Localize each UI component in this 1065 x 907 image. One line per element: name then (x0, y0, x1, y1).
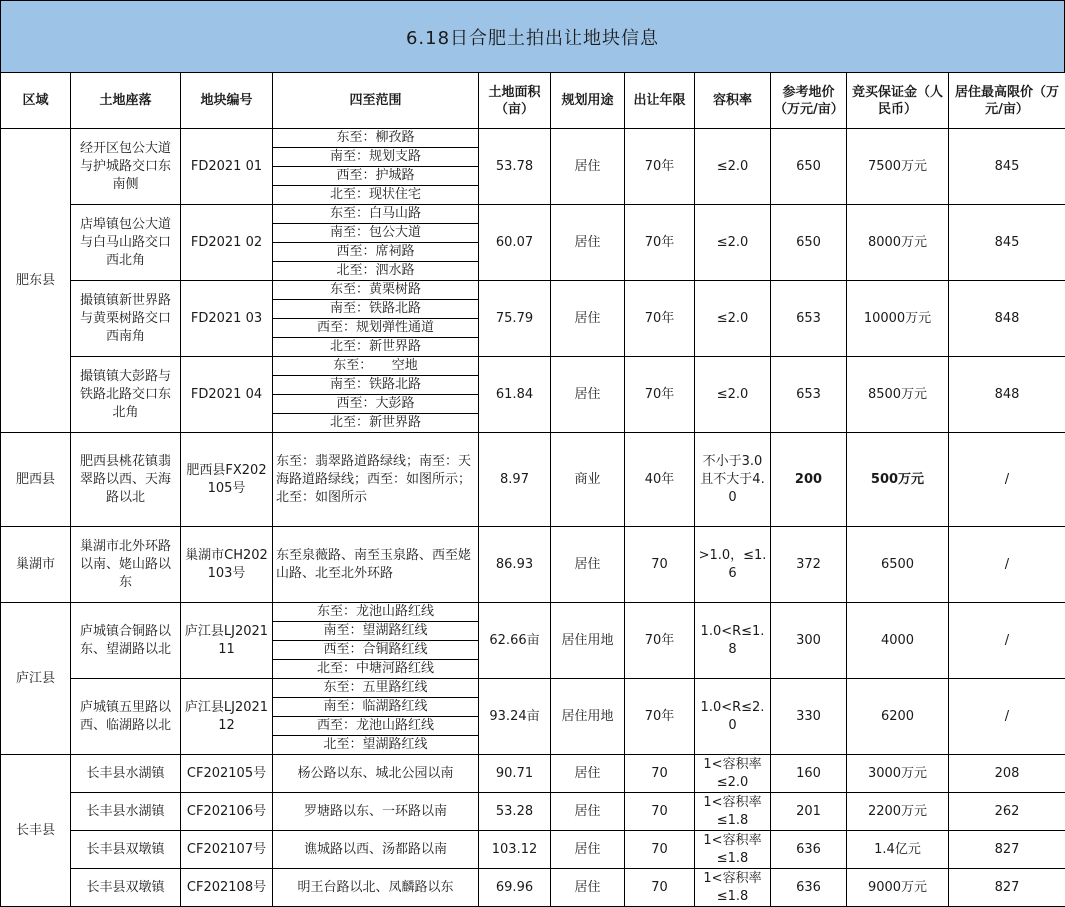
region-cell: 肥西县 (1, 433, 71, 527)
deposit-cell: 4000 (847, 603, 949, 679)
bound-south: 南至：临湖路红线 (273, 698, 478, 717)
deposit-cell: 8000万元 (847, 205, 949, 281)
use-cell: 商业 (551, 433, 625, 527)
bounds-cell: 杨公路以东、城北公园以南 (273, 755, 479, 793)
max-price-cell: / (949, 527, 1065, 603)
use-cell: 居住 (551, 527, 625, 603)
table-row (1, 527, 1065, 603)
plot-no-cell: CF202106号 (181, 793, 273, 831)
far-cell: ≤2.0 (695, 129, 771, 205)
max-price-cell: 827 (949, 831, 1065, 869)
bound-east: 东至： 空地 (273, 357, 478, 376)
bounds-cell (273, 679, 479, 755)
bound-east: 东至：白马山路 (273, 205, 478, 224)
header-ref-price: 参考地价（万元/亩） (771, 73, 847, 129)
bounds-cell: 东至：翡翠路道路绿线；南至：天海路道路绿线；西至：如图所示；北至：如图所示 (273, 433, 479, 527)
bound-west: 西至：合铜路红线 (273, 641, 478, 660)
years-cell: 70 (625, 755, 695, 793)
deposit-cell: 1.4亿元 (847, 831, 949, 869)
deposit-cell: 7500万元 (847, 129, 949, 205)
max-price-cell: 845 (949, 205, 1065, 281)
area-cell: 69.96 (479, 869, 551, 907)
use-cell: 居住 (551, 281, 625, 357)
bound-west: 西至：龙池山路红线 (273, 717, 478, 736)
bound-west: 西至：护城路 (273, 167, 478, 186)
location-cell: 撮镇镇大彭路与铁路北路交口东北角 (71, 357, 181, 433)
header-bounds: 四至范围 (273, 73, 479, 129)
land-info-table (0, 72, 1065, 907)
years-cell: 70年 (625, 205, 695, 281)
use-cell: 居住用地 (551, 679, 625, 755)
far-cell: 不小于3.0且不大于4.0 (695, 433, 771, 527)
ref-price-cell: 372 (771, 527, 847, 603)
location-cell: 巢湖市北外环路以南、姥山路以东 (71, 527, 181, 603)
bounds-cell (273, 129, 479, 205)
max-price-cell: 208 (949, 755, 1065, 793)
plot-no-cell: CF202108号 (181, 869, 273, 907)
ref-price-cell: 653 (771, 281, 847, 357)
far-cell: 1<容积率≤1.8 (695, 793, 771, 831)
years-cell: 70 (625, 527, 695, 603)
bounds-cell (273, 357, 479, 433)
years-cell: 70 (625, 831, 695, 869)
deposit-cell: 6200 (847, 679, 949, 755)
ref-price-cell: 636 (771, 831, 847, 869)
plot-no-cell: CF202105号 (181, 755, 273, 793)
area-cell: 61.84 (479, 357, 551, 433)
region-cell: 庐江县 (1, 603, 71, 755)
table-row (1, 831, 1065, 869)
header-deposit: 竞买保证金（人民币） (847, 73, 949, 129)
plot-no-cell: 庐江县LJ202111 (181, 603, 273, 679)
bounds-cell: 罗塘路以东、一环路以南 (273, 793, 479, 831)
table-row (1, 755, 1065, 793)
ref-price-cell: 330 (771, 679, 847, 755)
header-use: 规划用途 (551, 73, 625, 129)
ref-price-cell: 650 (771, 129, 847, 205)
plot-no-cell: FD2021 03 (181, 281, 273, 357)
use-cell: 居住 (551, 129, 625, 205)
max-price-cell: 262 (949, 793, 1065, 831)
bounds-cell (273, 603, 479, 679)
use-cell: 居住用地 (551, 603, 625, 679)
bound-west: 西至：规划弹性通道 (273, 319, 478, 338)
header-years: 出让年限 (625, 73, 695, 129)
bound-east: 东至：五里路红线 (273, 679, 478, 698)
table-row (1, 433, 1065, 527)
location-cell: 店埠镇包公大道与白马山路交口西北角 (71, 205, 181, 281)
far-cell: 1<容积率≤1.8 (695, 869, 771, 907)
max-price-cell: 827 (949, 869, 1065, 907)
area-cell: 62.66亩 (479, 603, 551, 679)
deposit-cell: 8500万元 (847, 357, 949, 433)
bound-west: 西至：大彭路 (273, 395, 478, 414)
deposit-cell: 9000万元 (847, 869, 949, 907)
location-cell: 肥西县桃花镇翡翠路以西、天海路以北 (71, 433, 181, 527)
bound-south: 南至：铁路北路 (273, 376, 478, 395)
location-cell: 长丰县双墩镇 (71, 869, 181, 907)
years-cell: 70年 (625, 357, 695, 433)
bounds-cell: 谯城路以西、汤都路以南 (273, 831, 479, 869)
bound-north: 北至：现状住宅 (329, 187, 421, 202)
ref-price-cell: 160 (771, 755, 847, 793)
bound-north: 北至：中塘河路红线 (316, 661, 434, 676)
table-title: 6.18日合肥土拍出让地块信息 (0, 0, 1065, 73)
bounds-cell: 东至泉薇路、南至玉泉路、西至姥山路、北至北外环路 (273, 527, 479, 603)
bound-south: 南至：望湖路红线 (273, 622, 478, 641)
bound-south: 南至：包公大道 (273, 224, 478, 243)
ref-price-cell: 300 (771, 603, 847, 679)
table-row (1, 205, 1065, 281)
area-cell: 8.97 (479, 433, 551, 527)
table-row (1, 129, 1065, 205)
deposit-cell: 500万元 (847, 433, 949, 527)
bound-south: 南至：规划支路 (273, 148, 478, 167)
header-row (1, 73, 1065, 129)
bounds-cell: 明王台路以北、凤麟路以东 (273, 869, 479, 907)
plot-no-cell: CF202107号 (181, 831, 273, 869)
ref-price-cell: 200 (771, 433, 847, 527)
ref-price-cell: 653 (771, 357, 847, 433)
deposit-cell: 3000万元 (847, 755, 949, 793)
ref-price-cell: 650 (771, 205, 847, 281)
bound-north: 北至：新世界路 (329, 339, 421, 354)
far-cell: >1.0，≤1.6 (695, 527, 771, 603)
header-far: 容积率 (695, 73, 771, 129)
bound-north: 北至：新世界路 (329, 415, 421, 430)
header-area: 土地面积（亩） (479, 73, 551, 129)
region-cell: 长丰县 (1, 755, 71, 907)
plot-no-cell: FD2021 01 (181, 129, 273, 205)
location-cell: 长丰县水湖镇 (71, 755, 181, 793)
far-cell: ≤2.0 (695, 281, 771, 357)
years-cell: 70年 (625, 281, 695, 357)
years-cell: 70年 (625, 603, 695, 679)
area-cell: 75.79 (479, 281, 551, 357)
far-cell: 1.0<R≤1.8 (695, 603, 771, 679)
years-cell: 70 (625, 793, 695, 831)
bound-south: 南至：铁路北路 (273, 300, 478, 319)
ref-price-cell: 201 (771, 793, 847, 831)
max-price-cell: 848 (949, 357, 1065, 433)
bound-north: 北至：望湖路红线 (323, 737, 428, 752)
header-location: 土地座落 (71, 73, 181, 129)
area-cell: 53.28 (479, 793, 551, 831)
bounds-cell (273, 281, 479, 357)
far-cell: 1<容积率≤2.0 (695, 755, 771, 793)
region-cell: 肥东县 (1, 129, 71, 433)
deposit-cell: 10000万元 (847, 281, 949, 357)
use-cell: 居住 (551, 831, 625, 869)
years-cell: 40年 (625, 433, 695, 527)
table-row (1, 281, 1065, 357)
use-cell: 居住 (551, 357, 625, 433)
plot-no-cell: 庐江县LJ202112 (181, 679, 273, 755)
region-cell: 巢湖市 (1, 527, 71, 603)
far-cell: ≤2.0 (695, 357, 771, 433)
bound-west: 西至：席祠路 (273, 243, 478, 262)
area-cell: 93.24亩 (479, 679, 551, 755)
use-cell: 居住 (551, 755, 625, 793)
table-row (1, 357, 1065, 433)
years-cell: 70 (625, 869, 695, 907)
table-row (1, 793, 1065, 831)
far-cell: ≤2.0 (695, 205, 771, 281)
header-region: 区域 (1, 73, 71, 129)
bound-east: 东至：龙池山路红线 (273, 603, 478, 622)
location-cell: 庐城镇合铜路以东、望湖路以北 (71, 603, 181, 679)
max-price-cell: / (949, 433, 1065, 527)
deposit-cell: 2200万元 (847, 793, 949, 831)
area-cell: 86.93 (479, 527, 551, 603)
location-cell: 撮镇镇新世界路与黄栗树路交口西南角 (71, 281, 181, 357)
deposit-cell: 6500 (847, 527, 949, 603)
plot-no-cell: 巢湖市CH202103号 (181, 527, 273, 603)
area-cell: 103.12 (479, 831, 551, 869)
max-price-cell: 848 (949, 281, 1065, 357)
far-cell: 1.0<R≤2.0 (695, 679, 771, 755)
location-cell: 长丰县水湖镇 (71, 793, 181, 831)
header-plot-no: 地块编号 (181, 73, 273, 129)
years-cell: 70年 (625, 129, 695, 205)
max-price-cell: / (949, 679, 1065, 755)
location-cell: 长丰县双墩镇 (71, 831, 181, 869)
area-cell: 60.07 (479, 205, 551, 281)
ref-price-cell: 636 (771, 869, 847, 907)
table-row (1, 603, 1065, 679)
location-cell: 庐城镇五里路以西、临湖路以北 (71, 679, 181, 755)
use-cell: 居住 (551, 869, 625, 907)
bounds-cell (273, 205, 479, 281)
header-max-price: 居住最高限价（万元/亩） (949, 73, 1065, 129)
years-cell: 70年 (625, 679, 695, 755)
max-price-cell: 845 (949, 129, 1065, 205)
bound-east: 东至：黄栗树路 (273, 281, 478, 300)
location-cell: 经开区包公大道与护城路交口东南侧 (71, 129, 181, 205)
table-row (1, 679, 1065, 755)
plot-no-cell: 肥西县FX202105号 (181, 433, 273, 527)
max-price-cell: / (949, 603, 1065, 679)
table-row (1, 869, 1065, 907)
bound-east: 东至：柳孜路 (273, 129, 478, 148)
bound-north: 北至：泗水路 (336, 263, 415, 278)
area-cell: 90.71 (479, 755, 551, 793)
area-cell: 53.78 (479, 129, 551, 205)
use-cell: 居住 (551, 205, 625, 281)
plot-no-cell: FD2021 02 (181, 205, 273, 281)
far-cell: 1<容积率≤1.8 (695, 831, 771, 869)
use-cell: 居住 (551, 793, 625, 831)
plot-no-cell: FD2021 04 (181, 357, 273, 433)
